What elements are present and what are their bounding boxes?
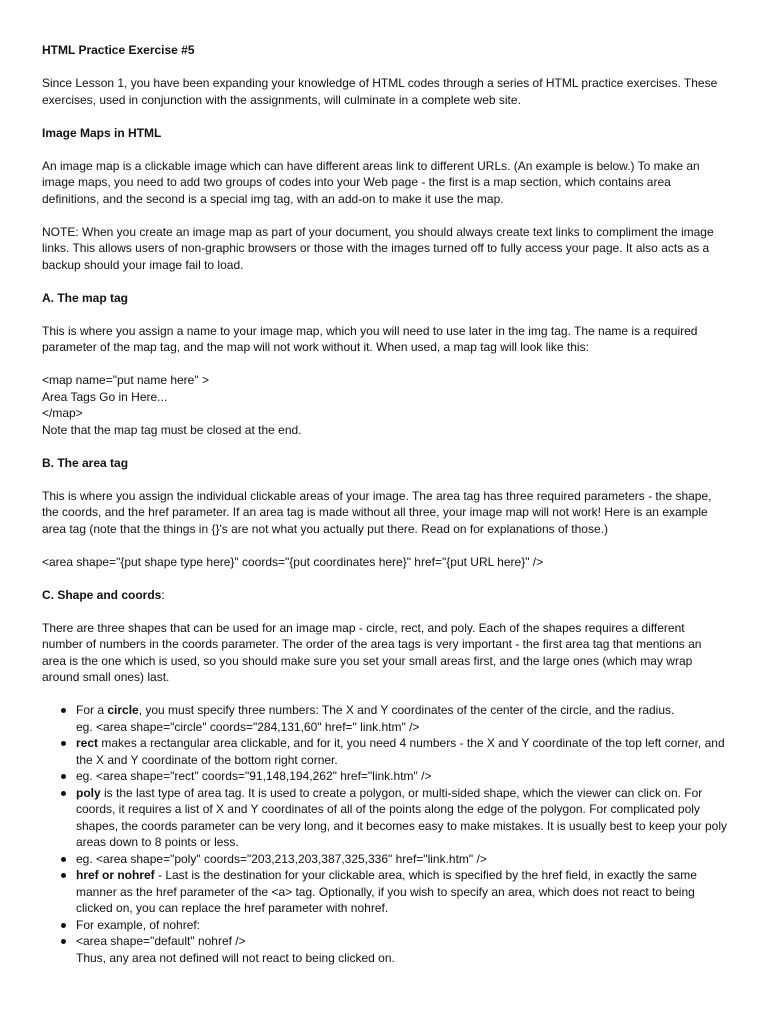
area-tag-heading: B. The area tag <box>42 455 129 470</box>
page-title: HTML Practice Exercise #5 <box>42 43 195 57</box>
map-tag-heading: A. The map tag <box>42 290 129 305</box>
note-paragraph: NOTE: When you create an image map as part of your document, you should always create text links to compliment the image links. This allows users of non-graphic browsers or those with the images turned off to fully access your page. It also acts as a backup should your image fail to load. <box>42 224 714 272</box>
bullet-text: , you must specify three numbers: The X and Y coordinates of the center of the circle, and the radius. <box>138 703 675 717</box>
map-tag-code-block <box>42 372 728 438</box>
bullet-prefix: For a <box>76 703 108 717</box>
bullet-line <box>76 702 728 719</box>
intro-paragraph: Since Lesson 1, you have been expanding your knowledge of HTML codes through a series of HTML practice exercises. These exercises, used in conjunction with the assignments, will culminate in a complete web site. <box>42 76 718 107</box>
bullet-line: eg. <area shape="poly" coords="203,213,203,387,325,336" href="link.htm" /> <box>76 851 487 866</box>
list-item <box>76 702 728 735</box>
bullet-bold-term: poly <box>76 785 101 800</box>
bullet-line: eg. <area shape="rect" coords="91,148,194,262" href="link.htm" /> <box>76 769 432 783</box>
list-item <box>76 867 728 917</box>
bullet-line: <area shape="default" nohref /> <box>76 934 246 948</box>
list-item <box>76 851 728 868</box>
shape-bullet-list <box>42 702 728 966</box>
bullet-line: For example, of nohref: <box>76 917 201 932</box>
area-tag-paragraph: This is where you assign the individual clickable areas of your image. The area tag has three required parameters - the shape, the coords, and the href parameter. If an area tag is made without all three, your image map will not work! Here is an example area tag (note that the things in {}'s are not what you actually put there. Read on for explanations of those.) <box>42 488 712 536</box>
bullet-text: - Last is the destination for your clickable area, which is specified by the href field, in exactly the same manner as the href parameter of the <a> tag. Optionally, if you wish to specify an area, which does not react to being clicked on, you can replace the href parameter with nohref. <box>76 868 697 915</box>
shape-heading-line <box>42 587 728 604</box>
area-tag-code: <area shape="{put shape type here}" coords="{put coordinates here}" href="{put URL here}" /> <box>42 554 544 569</box>
image-maps-paragraph: An image map is a clickable image which can have different areas link to different URLs. (An example is below.) To make an image maps, you need to add two groups of codes into your Web page - the first is a map section, which contains area definitions, and the second is a special img tag, with an add-on to make it use the map. <box>42 158 700 206</box>
shape-heading: C. Shape and coords <box>42 587 162 602</box>
bullet-text: is the last type of area tag. It is used to create a polygon, or multi-sided shape, which the viewer can click on. For coords, it requires a list of X and Y coordinates of all of the points along the edge of the polygon. For complicated poly shapes, the coords parameter can be very long, and it becomes easy to make mistakes. It is usually best to keep your poly areas down to 8 points or less. <box>76 785 727 849</box>
bullet-line <box>76 785 728 851</box>
map-code-line: </map> <box>42 406 83 420</box>
list-item <box>76 933 728 966</box>
bullet-bold-term: circle <box>107 703 139 717</box>
bullet-line: eg. <area shape="circle" coords="284,131,60" href=" link.htm" /> <box>76 719 420 734</box>
bullet-line: Thus, any area not defined will not react to being clicked on. <box>76 950 395 965</box>
bullet-line <box>76 867 728 917</box>
map-code-line: <map name="put name here" > <box>42 373 209 387</box>
list-item <box>76 768 728 785</box>
shape-heading-suffix: : <box>161 587 165 602</box>
map-code-line: Area Tags Go in Here... <box>42 389 168 404</box>
map-tag-paragraph: This is where you assign a name to your image map, which you will need to use later in the img tag. The name is a required parameter of the map tag, and the map will not work without it. When used, a map tag will look like this: <box>42 323 698 354</box>
image-maps-heading: Image Maps in HTML <box>42 125 162 140</box>
bullet-bold-term: rect <box>76 736 99 750</box>
shape-paragraph: There are three shapes that can be used for an image map - circle, rect, and poly. Each of the shapes requires a different number of numbers in the coords parameter. The order of the area tags is very important - the first area tag that mentions an area is the one which is used, so you should make sure you set your small areas first, and the large ones (which may wrap around small ones) last. <box>42 620 702 684</box>
bullet-text: makes a rectangular area clickable, and for it, you need 4 numbers - the X and Y coordinate of the top left corner, and the X and Y coordinate of the bottom right corner. <box>76 736 725 767</box>
bullet-bold-term: href or nohref <box>76 868 155 882</box>
bullet-line <box>76 735 728 768</box>
list-item <box>76 735 728 768</box>
list-item <box>76 917 728 934</box>
list-item <box>76 785 728 851</box>
map-code-line: Note that the map tag must be closed at the end. <box>42 422 302 437</box>
